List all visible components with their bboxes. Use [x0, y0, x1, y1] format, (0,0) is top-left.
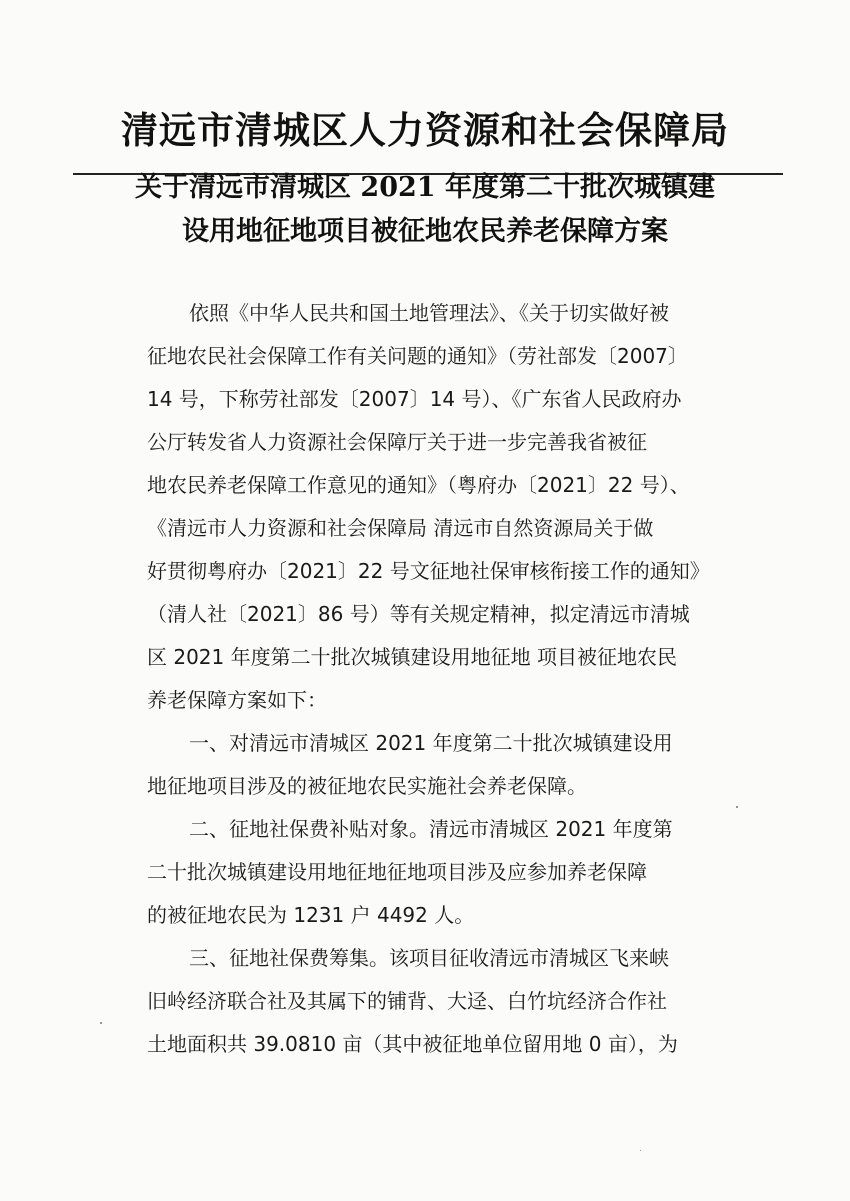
body-line: 土地面积共 39.0810 亩（其中被征地单位留用地 0 亩），为 — [147, 1032, 678, 1056]
body-line: 二十批次城镇建设用地征地征地项目涉及应参加养老保障 — [147, 860, 647, 884]
scan-speck — [640, 1150, 641, 1151]
body-line: 旧岭经济联合社及其属下的铺背、大迳、白竹坑经济合作社 — [147, 989, 667, 1013]
body-line: 区 2021 年度第二十批次城镇建设用地征地 项目被征地农民 — [147, 645, 677, 669]
scan-speck — [100, 1022, 102, 1024]
body-line: 二、征地社保费补贴对象。清远市清城区 2021 年度第 — [189, 817, 673, 841]
document-title-line: 设用地征地项目被征地农民养老保障方案 — [182, 216, 668, 247]
body-line: 好贯彻粤府办〔2021〕22 号文征地社保审核衔接工作的通知》 — [147, 559, 710, 583]
document-body — [147, 292, 737, 1066]
body-line: 14 号，下称劳社部发〔2007〕14 号）、《广东省人民政府办 — [147, 387, 682, 411]
body-line: 地农民养老保障工作意见的通知》（粤府办〔2021〕22 号）、 — [147, 473, 690, 497]
body-line: 《清远市人力资源和社会保障局 清远市自然资源局关于做 — [147, 516, 654, 540]
body-line: 征地农民社会保障工作有关问题的通知》（劳社部发〔2007〕 — [147, 344, 688, 368]
document-title-line: 关于清远市清城区 2021 年度第二十批次城镇建 — [135, 172, 715, 203]
body-line: 的被征地农民为 1231 户 4492 人。 — [147, 903, 475, 927]
agency-header: 清远市清城区人力资源和社会保障局 — [121, 108, 729, 152]
document-title — [60, 166, 790, 254]
body-line: 地征地项目涉及的被征地农民实施社会养老保障。 — [147, 774, 587, 798]
body-line: 三、征地社保费筹集。该项目征收清远市清城区飞来峡 — [189, 946, 669, 970]
body-line: （清人社〔2021〕86 号）等有关规定精神，拟定清远市清城 — [147, 602, 690, 626]
scan-speck — [736, 806, 738, 808]
body-line: 一、对清远市清城区 2021 年度第二十批次城镇建设用 — [189, 731, 673, 755]
body-line: 养老保障方案如下： — [147, 688, 327, 712]
body-line: 依照《中华人民共和国土地管理法》、《关于切实做好被 — [189, 301, 669, 325]
body-line: 公厅转发省人力资源社会保障厅关于进一步完善我省被征 — [147, 430, 647, 454]
